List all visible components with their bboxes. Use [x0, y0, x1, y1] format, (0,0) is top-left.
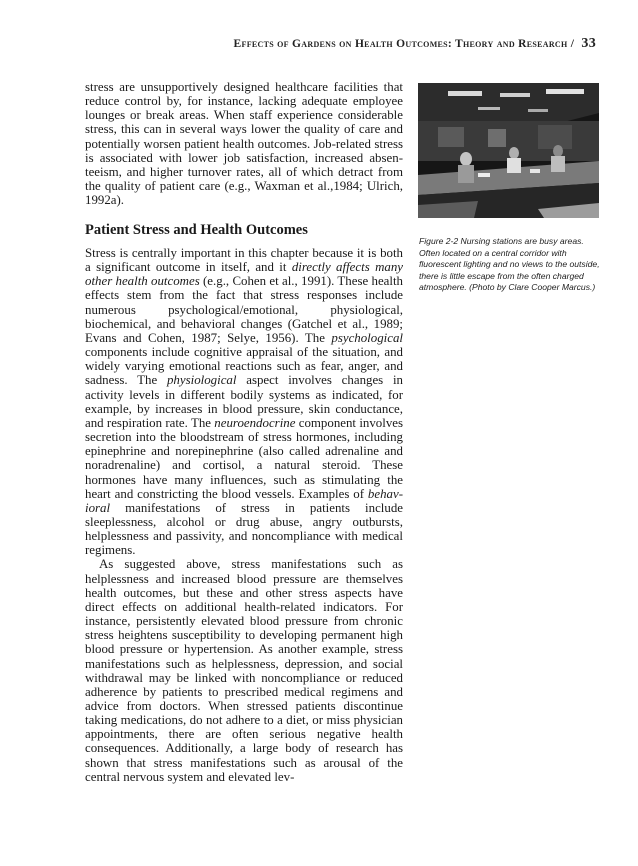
text-run: aspect involves changes in activity levels in different bodily systems as indicated, for example, by increases in blood pressure, skin conductance, and respiration rate. The — [85, 373, 404, 430]
italic-term-physiological: physiological — [166, 373, 237, 388]
running-head — [0, 36, 596, 52]
photo-illustration — [418, 83, 599, 218]
body-paragraph-1 — [85, 80, 403, 207]
text-run: components include cognitive appraisal of the situation, and widely varying emotional reactions such as fear, anger, and sadness. The — [85, 345, 403, 388]
section-heading: Patient Stress and Health Outcomes — [85, 222, 308, 238]
paragraph-text-3: As suggested above, stress manifestations such as helplessness and increased blood pressure are themselves health outcomes, but these and other stress aspects have direct effects on additional health-related indicators. For instance, persistently elevated blood pressure from chronic stress heightens susceptibility to developing permanent high blood pressure or hypertension. As another example, stress manifestations such as helplessness, depression, and social withdrawal may be linked with noncompliance or reduced adherence by patients to prescribed medical regimens and advice from doctors. When stressed patients discontinue taking medications, do not adhere to a diet, or miss physician appointments, there are often serious negative health consequences. Additionally, a large body of research has shown that stress manifestations such as arousal of the central nervous system and elevated lev- — [85, 557, 403, 784]
italic-term-psychological: psychological — [331, 330, 403, 345]
figure-photo-nursing-station — [418, 83, 599, 218]
paragraph-text: stress are unsupportively designed healthcare facilities that reduce control by, for instance, lacking adequate employee lounges or break areas. When staff experience considerable stress, this can in several ways lower the quality of care and potentially worsen patient health outcomes. Job-related stress is associated with lower job satisfaction, increased absenteeism, and higher turnover rates, all of which detract from the quality of patient care (e.g., Waxman et al.,1984; Ulrich, 1992a). — [85, 80, 403, 208]
text-run: Stress is centrally important in this chapter because it is both a significant outcome in itself, and it — [85, 246, 403, 275]
italic-phrase: directly affects many other health outcomes — [85, 260, 403, 289]
italic-term-neuroendocrine: neuroendocrine — [214, 415, 296, 430]
italic-term-behavioral: behavioral — [85, 486, 403, 515]
page-number: 33 — [581, 36, 596, 51]
running-title: Effects of Gardens on Health Outcomes: Theory and Research — [233, 38, 568, 50]
figure-caption: Figure 2-2 Nursing stations are busy areas. Often located on a central corridor with fluorescent lighting and no views to the outside, there is little escape from the often charged atmosphere. (Photo by Clare Cooper Marcus.) — [419, 236, 600, 293]
text-run: component involves secretion into the bloodstream of stress hormones, including epinephrine and norepinephrine (also called adrenaline and noradrenaline) and cortisol, a natural steroid. These hormones have many influences, such as stimulating the heart and constricting the blood vessels. Examples of — [85, 415, 403, 501]
running-head-separator: / — [570, 38, 575, 50]
paragraph-text — [85, 246, 403, 557]
body-paragraph-2 — [85, 246, 403, 784]
text-run: (e.g., Cohen et al., 1991). These health effects stem from the fact that stress responses include numerous psychological/emotional, physiological, biochemical, and behavioral changes (Gatchel et al., 1989; Evans and Cohen, 1987; Selye, 1956). The — [85, 274, 403, 345]
text-run: manifestations of stress in patients include sleeplessness, alcohol or drug abuse, angry outbursts, helplessness and passivity, and noncompliance with medical regimens. — [85, 500, 403, 558]
